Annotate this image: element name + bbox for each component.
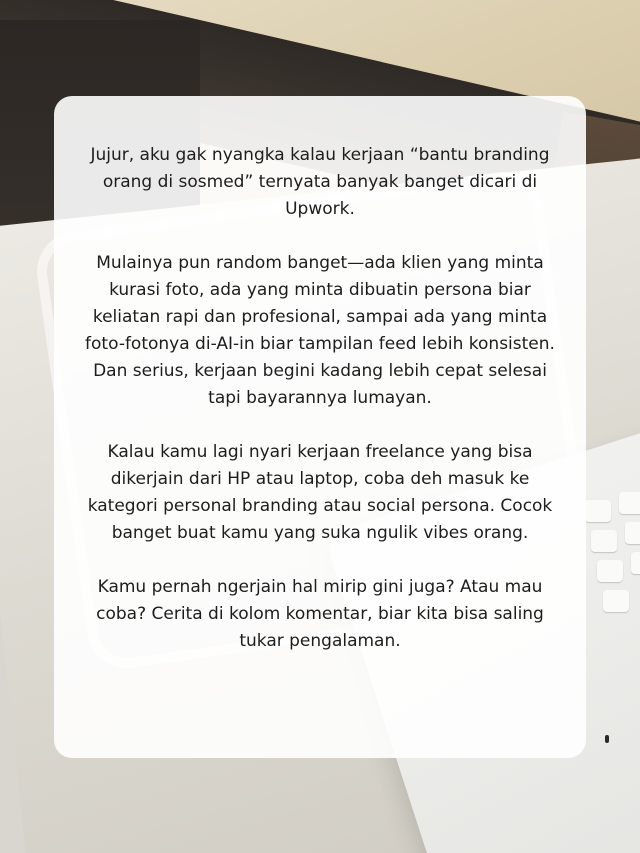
laptop-key xyxy=(625,522,640,544)
laptop-key xyxy=(597,560,623,582)
laptop-indicator-dot xyxy=(605,735,609,743)
laptop-key xyxy=(585,500,611,522)
laptop-key xyxy=(591,530,617,552)
paragraph-story: Mulainya pun random banget—ada klien yang minta kurasi foto, ada yang minta dibuatin persona biar keliatan rapi dan profesional, sampai ada yang minta foto-fotonya di-AI-in biar tampilan feed lebih konsisten. Dan serius, kerjaan begini kadang lebih cepat selesai tapi bayarannya lumayan. xyxy=(85,253,555,408)
paragraph-intro: Jujur, aku gak nyangka kalau kerjaan “bantu branding orang di sosmed” ternyata banyak banget dicari di Upwork. xyxy=(90,145,550,219)
laptop-key xyxy=(603,590,629,612)
paragraph-advice: Kalau kamu lagi nyari kerjaan freelance yang bisa dikerjain dari HP atau laptop, coba deh masuk ke kategori personal branding atau social persona. Cocok banget buat kamu yang suka ngulik vibes orang. xyxy=(87,442,553,543)
laptop-keyboard xyxy=(585,500,640,640)
text-card xyxy=(54,96,586,758)
laptop-key xyxy=(631,552,640,574)
paragraph-question: Kamu pernah ngerjain hal mirip gini juga? Atau mau coba? Cerita di kolom komentar, biar kita bisa saling tukar pengalaman. xyxy=(96,577,544,651)
laptop-key xyxy=(619,492,640,514)
